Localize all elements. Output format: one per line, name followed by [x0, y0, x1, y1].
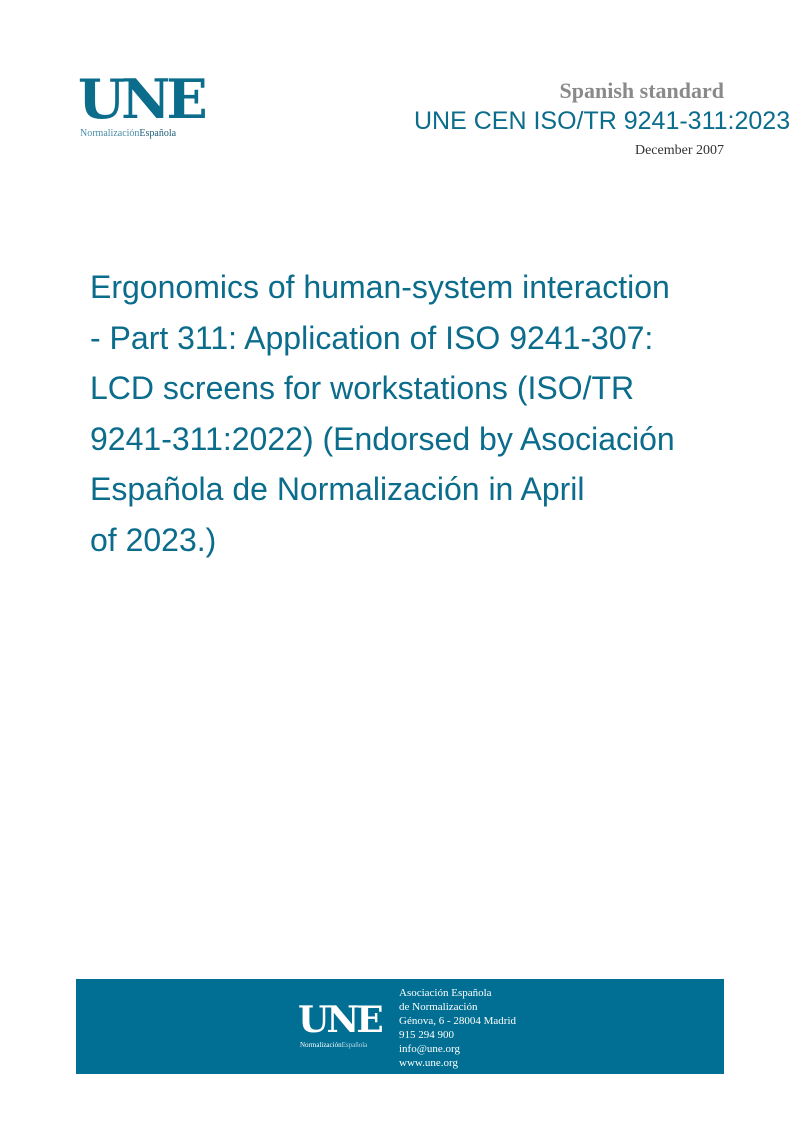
header-right-block	[560, 78, 724, 104]
contact-address: Génova, 6 - 28004 Madrid	[399, 1015, 517, 1027]
contact-email: info@une.org	[399, 1043, 460, 1055]
contact-org-line-1: Asociación Española	[399, 987, 492, 999]
title-line: LCD screens for workstations (ISO/TR	[90, 370, 635, 406]
title-line: - Part 311: Application of ISO 9241-307:	[90, 319, 654, 356]
une-logo-tagline-a: Normalización	[80, 128, 140, 139]
footer-logo-tagline-b: Española	[341, 1041, 368, 1049]
document-date: December 2007	[634, 143, 724, 158]
footer-une-logo-wordmark: UNE	[298, 999, 381, 1041]
une-logo	[78, 67, 208, 144]
document-kind: Spanish standard	[559, 78, 724, 103]
une-logo-tagline-b: Española	[139, 128, 177, 139]
title-line: 9241-311:2022) (Endorsed by Asociación	[90, 420, 675, 457]
footer-une-logo	[298, 1001, 384, 1051]
une-logo-wordmark: UNE	[78, 67, 204, 131]
footer-logo-tagline-a: Normalización	[300, 1041, 342, 1049]
contact-website: www.une.org	[399, 1057, 458, 1069]
document-title	[90, 262, 720, 565]
title-line: Española de Normalización in April	[90, 471, 585, 507]
document-code: UNE CEN ISO/TR 9241-311:2023	[414, 107, 791, 135]
footer-band	[76, 979, 724, 1074]
une-logo-tagline	[80, 128, 176, 140]
contact-org-line-2: de Normalización	[399, 1001, 478, 1013]
contact-phone: 915 294 900	[399, 1029, 454, 1041]
footer-une-logo-tagline	[300, 1041, 367, 1050]
footer-contact-block	[399, 986, 516, 1070]
title-line: Ergonomics of human-system interaction	[90, 269, 670, 305]
title-line: of 2023.)	[90, 521, 217, 558]
